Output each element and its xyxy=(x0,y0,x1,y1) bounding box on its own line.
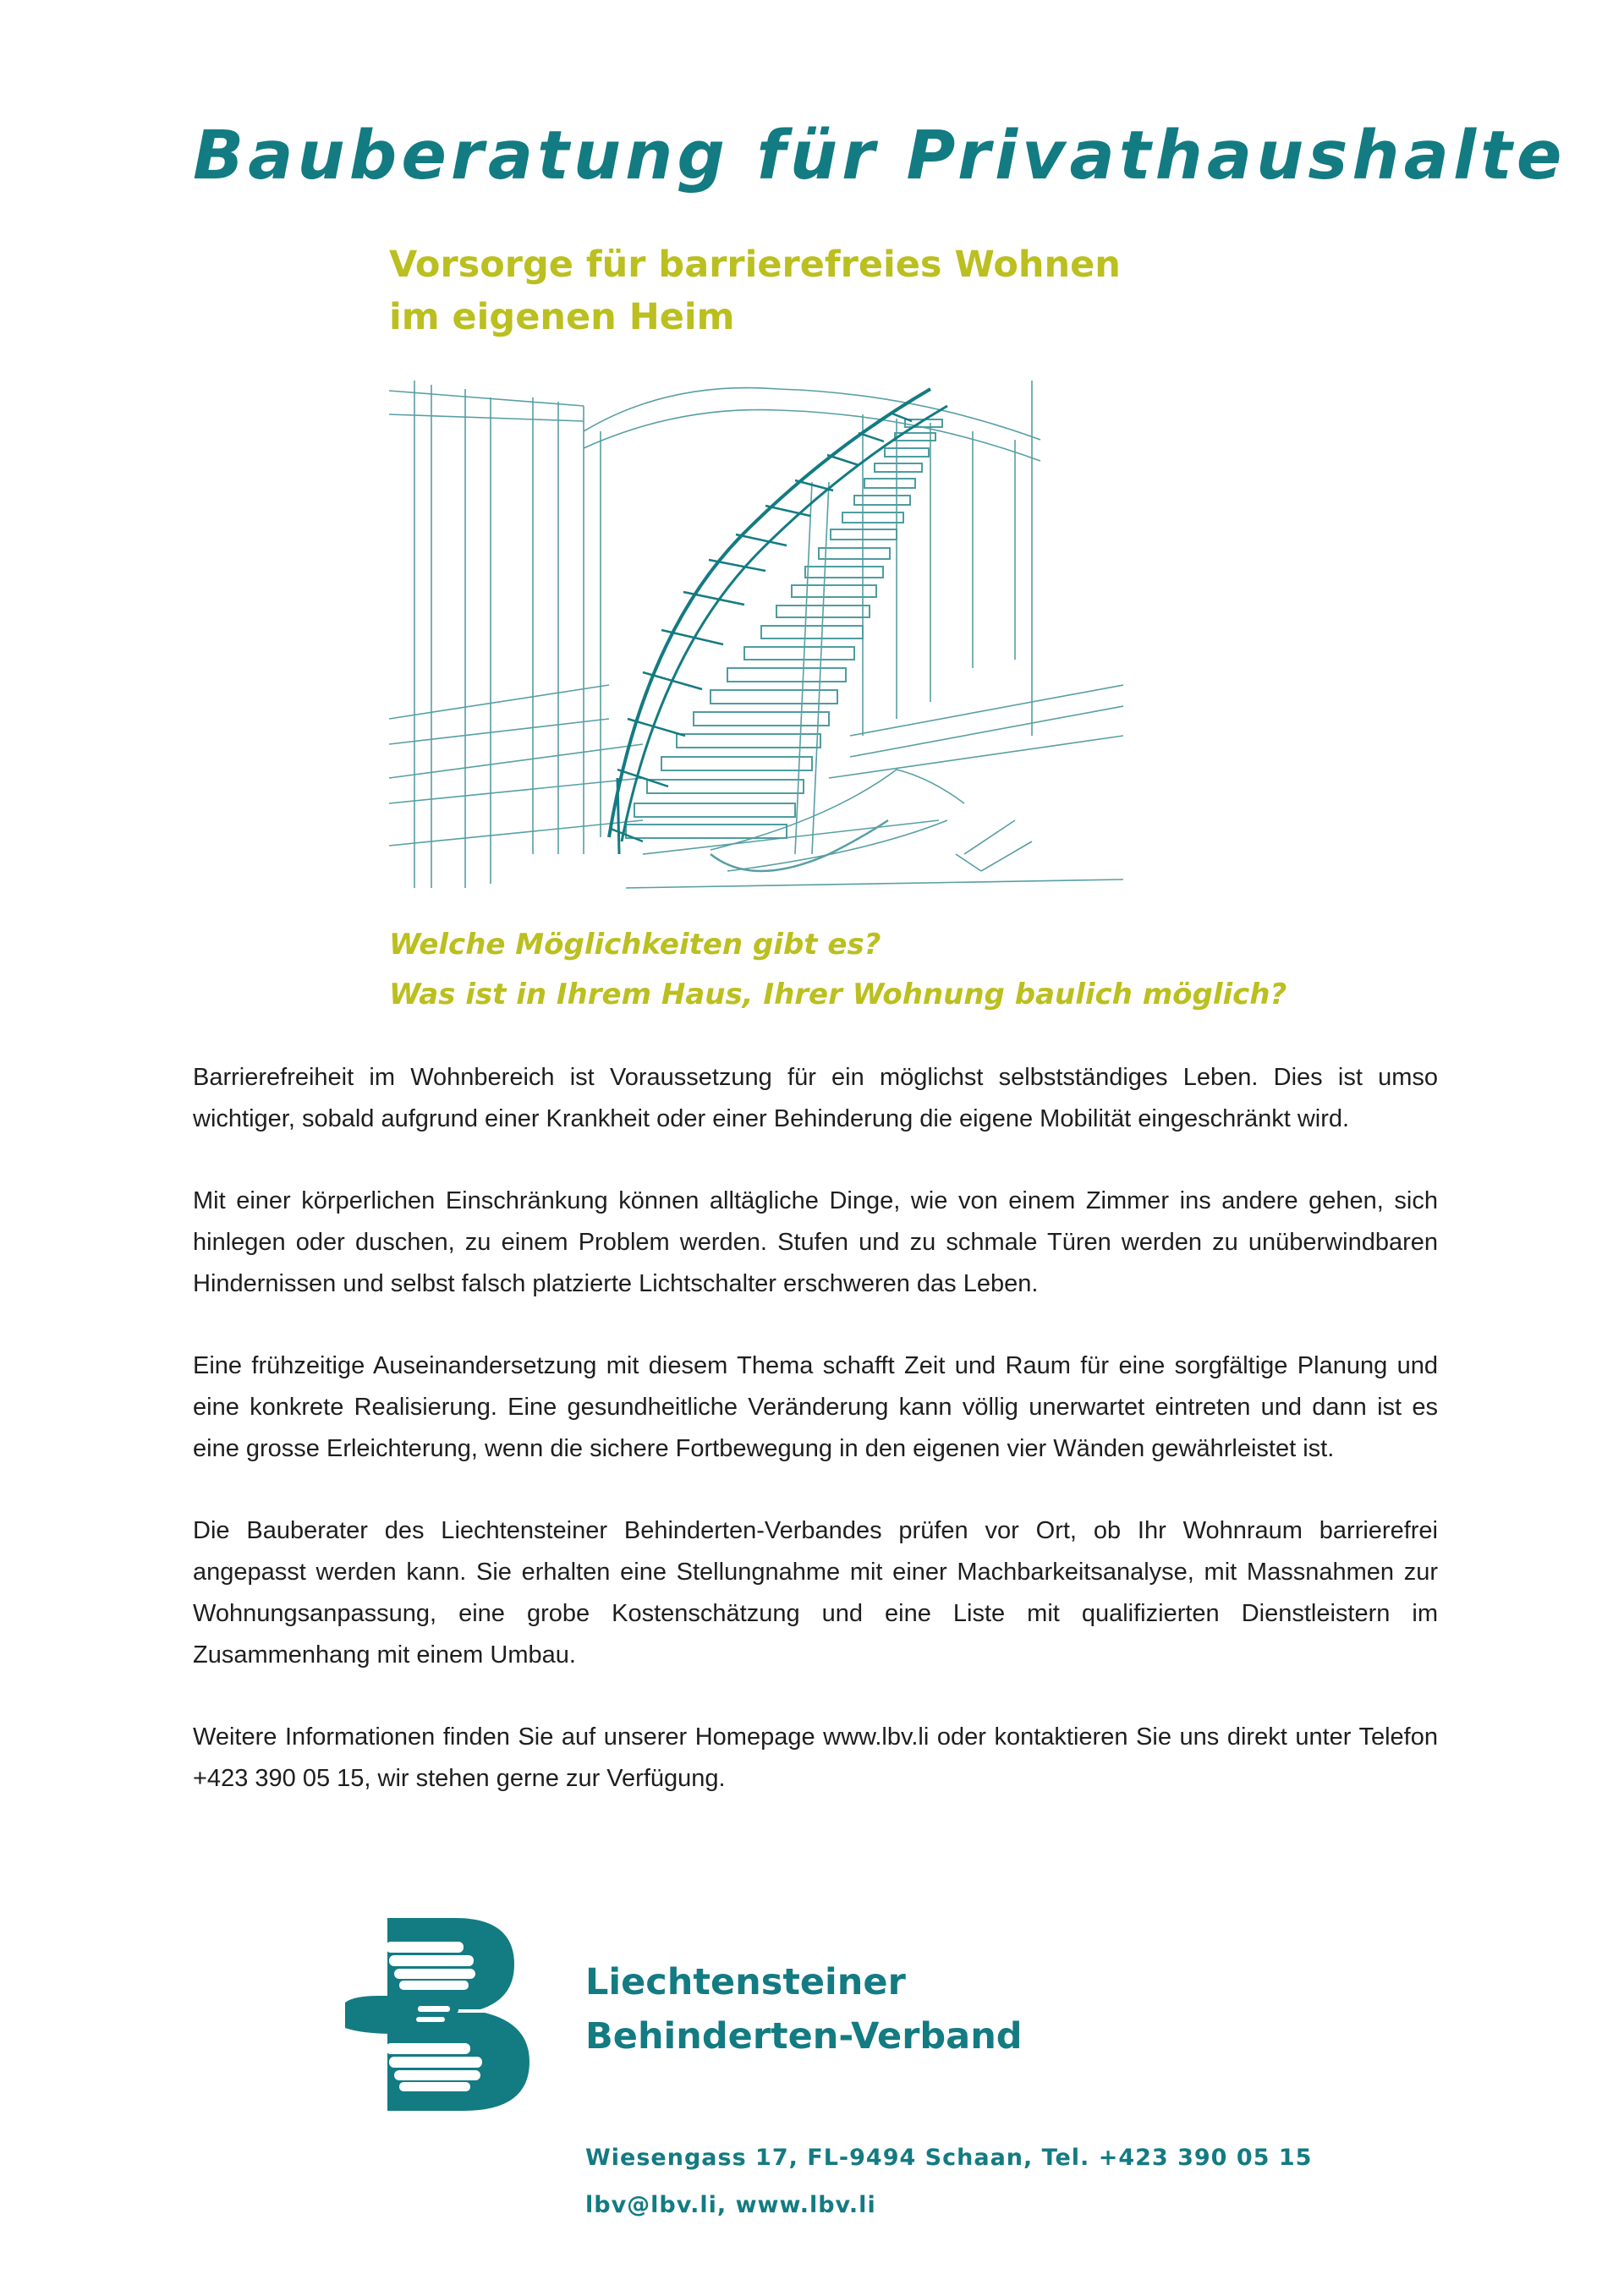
b-hands-logo-icon xyxy=(345,1918,538,2111)
paragraph: Eine frühzeitige Auseinandersetzung mit diesem Thema schafft Zeit und Raum für eine sorgfältige Planung und eine konkrete Realisierung. Eine gesundheitliche Veränderung kann völlig unerwartet eintreten und dann ist es eine grosse Erleichterung, wenn die sichere Fortbewegung in den eigenen vier Wänden gewährleistet ist. xyxy=(193,1352,1438,1462)
organization-name xyxy=(585,1955,1023,2063)
body-text xyxy=(193,1057,1438,1840)
page-title: Bauberatung für Privathaushalte xyxy=(193,117,1566,195)
org-line-1: Liechtensteiner xyxy=(585,1961,906,2003)
staircase-illustration xyxy=(389,381,1123,898)
contact-info xyxy=(585,2134,1312,2229)
paragraph: Mit einer körperlichen Einschränkung können alltägliche Dinge, wie von einem Zimmer ins andere gehen, sich hinlegen oder duschen, zu einem Problem werden. Stufen und zu schmale Türen werden zu unüberwindbaren Hindernissen und selbst falsch platzierte Lichtschalter erschweren das Leben. xyxy=(193,1187,1438,1297)
org-line-2: Behinderten-Verband xyxy=(585,2015,1023,2058)
paragraph: Weitere Informationen finden Sie auf unserer Homepage www.lbv.li oder kontaktieren Sie uns direkt unter Telefon +423 390 05 15, wir stehen gerne zur Verfügung. xyxy=(193,1723,1438,1792)
paragraph: Die Bauberater des Liechtensteiner Behinderten-Verbandes prüfen vor Ort, ob Ihr Wohnraum barrierefrei angepasst werden kann. Sie erhalten eine Stellungnahme mit einer Machbarkeitsanalyse, mit Massnahmen zur Wohnungsanpassung, eine grobe Kostenschätzung und eine Liste mit qualifizierten Dienstleistern im Zusammenhang mit einem Umbau. xyxy=(193,1517,1438,1669)
address-line: Wiesengass 17, FL-9494 Schaan, Tel. +423 390 05 15 xyxy=(585,2145,1313,2171)
web-line: lbv@lbv.li, www.lbv.li xyxy=(585,2192,876,2218)
paragraph: Barrierefreiheit im Wohnbereich ist Voraussetzung für ein möglichst selbstständiges Leben. Dies ist umso wichtiger, sobald aufgrund einer Krankheit oder einer Behinderung die eigene Mobilität eingeschränkt wird. xyxy=(193,1064,1438,1132)
questions xyxy=(389,920,1287,1020)
question-line-2: Was ist in Ihrem Haus, Ihrer Wohnung baulich möglich? xyxy=(389,978,1287,1011)
subtitle xyxy=(389,238,1121,343)
subtitle-line-1: Vorsorge für barrierefreies Wohnen xyxy=(389,244,1121,286)
question-line-1: Welche Möglichkeiten gibt es? xyxy=(389,928,881,962)
subtitle-line-2: im eigenen Heim xyxy=(389,296,735,338)
